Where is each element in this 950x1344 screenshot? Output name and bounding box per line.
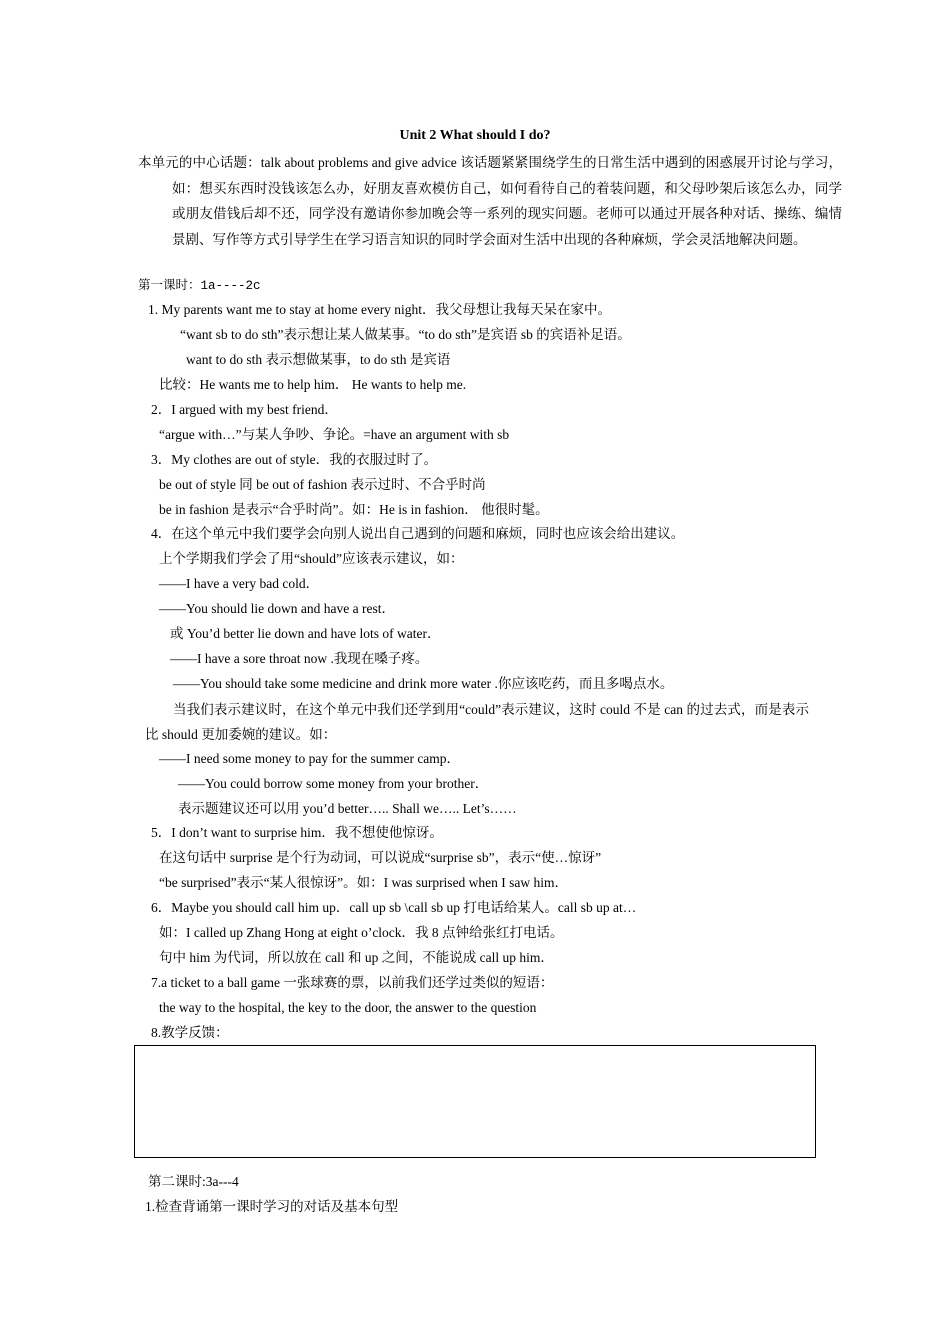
feedback-box[interactable] — [134, 1045, 816, 1158]
item-5-note-2: “be surprised”表示“某人很惊讶”。如：I was surprised when I saw him． — [159, 875, 569, 890]
lesson2-header: 第二课时:3a---4 — [148, 1174, 239, 1189]
item-6-example: 如：I called up Zhang Hong at eight o’clock．我 8 点钟给张红打电话。 — [159, 925, 564, 940]
dialog-line: ——You should take some medicine and drink more water .你应该吃药，而且多喝点水。 — [173, 676, 674, 691]
item-6-note: 句中 him 为代词，所以放在 call 和 up 之间，不能说成 call up him． — [159, 950, 554, 965]
item-7-sentence: 7.a ticket to a ball game 一张球赛的票，以前我们还学过类似的短语： — [151, 975, 554, 990]
dialog-line: ——I have a sore throat now .我现在嗓子疼。 — [170, 651, 429, 666]
item-4-note: 上个学期我们学会了用“should”应该表示建议，如： — [159, 551, 464, 566]
could-paragraph: 当我们表示建议时，在这个单元中我们还学到用“could”表示建议，这时 could 不是 can 的过去式，而是表示比 should 更加委婉的建议。如： — [145, 702, 809, 742]
lesson1-header: 第一课时：1a----2c — [138, 279, 261, 293]
item-1-note: “want sb to do sth”表示想让某人做某事。“to do sth”是宾语 sb 的宾语补足语。 — [180, 327, 631, 342]
item-3-note-2: be in fashion 是表示“合乎时尚”。如：He is in fashion． 他很时髦。 — [159, 502, 549, 517]
dialog-line: 或 You’d better lie down and have lots of water． — [170, 626, 441, 641]
item-5-sentence: 5．I don’t want to surprise him．我不想使他惊讶。 — [151, 825, 443, 840]
advice-note: 表示题建议还可以用 you’d better….. Shall we….. Let’s…… — [178, 801, 517, 816]
item-1-note-2: want to do sth 表示想做某事，to do sth 是宾语 — [186, 352, 451, 367]
item-2-note: “argue with…”与某人争吵、争论。=have an argument with sb — [159, 427, 510, 442]
item-3-note: be out of style 同 be out of fashion 表示过时、不合乎时尚 — [159, 477, 486, 492]
item-1-compare: 比较：He wants me to help him． He wants to help me. — [159, 377, 467, 392]
item-8-feedback-label: 8.教学反馈： — [151, 1025, 229, 1040]
item-6-sentence: 6．Maybe you should call him up．call up sb \call sb up 打电话给某人。call sb up at… — [151, 900, 637, 915]
item-5-note: 在这句话中 surprise 是个行为动词，可以说成“surprise sb”，表示“使…惊讶” — [159, 850, 602, 865]
dialog-line: ——I have a very bad cold． — [159, 576, 320, 591]
lesson2-item-1: 1.检查背诵第一课时学习的对话及基本句型 — [145, 1199, 399, 1214]
item-7-examples: the way to the hospital, the key to the door, the answer to the question — [159, 1000, 537, 1015]
item-2-sentence: 2．I argued with my best friend． — [151, 402, 338, 417]
item-1-sentence: 1. My parents want me to stay at home every night．我父母想让我每天呆在家中。 — [148, 302, 612, 317]
dialog-line: ——You could borrow some money from your brother． — [178, 776, 489, 791]
document-title: Unit 2 What should I do? — [399, 128, 551, 143]
intro-paragraph: 本单元的中心话题：talk about problems and give advice 该话题紧紧围绕学生的日常生活中遇到的困惑展开讨论与学习，如：想买东西时没钱该怎么办，好朋友喜欢模仿自己，如何看待自己的着装问题，和父母吵架后该怎么办，同学或朋友借钱后却不还，同学没有邀请你参加晚会等一系列的现实问题。老师可以通过开展各种对话、操练、编情景剧、写作等方式引导学生在学习语言知识的同时学会面对生活中出现的各种麻烦，学会灵活地解决问题。 — [138, 155, 842, 247]
dialog-line: ——I need some money to pay for the summer camp． — [159, 751, 461, 766]
dialog-line: ——You should lie down and have a rest． — [159, 601, 395, 616]
item-3-sentence: 3．My clothes are out of style．我的衣服过时了。 — [151, 452, 438, 467]
item-4-intro: 4．在这个单元中我们要学会向别人说出自己遇到的问题和麻烦，同时也应该会给出建议。 — [151, 526, 685, 541]
